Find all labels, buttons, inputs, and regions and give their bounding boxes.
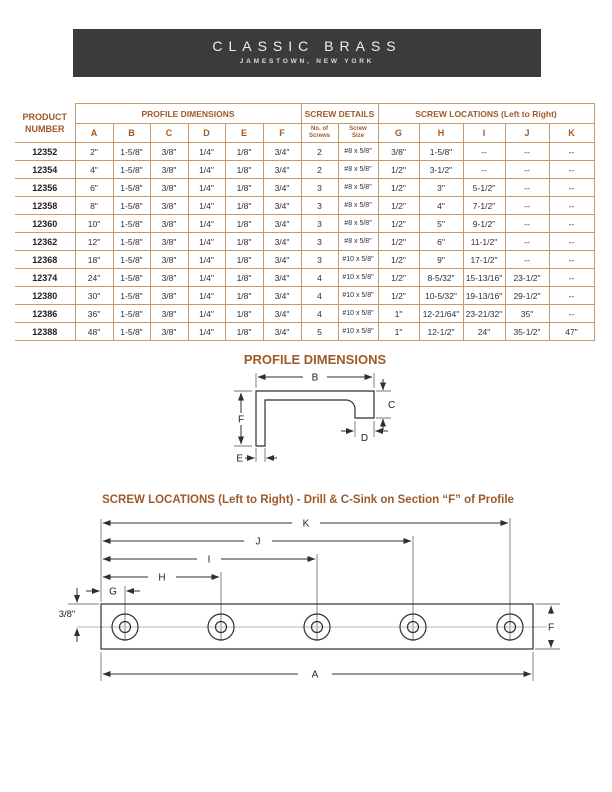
cell-j: -- [505, 197, 549, 215]
cell-d: 1/4" [188, 161, 225, 179]
cell-num-screws: 3 [301, 179, 338, 197]
svg-text:H: H [158, 572, 166, 584]
cell-c: 3/8" [150, 305, 188, 323]
cell-e: 1/8" [225, 323, 263, 341]
svg-text:J: J [255, 536, 261, 548]
svg-text:C: C [388, 400, 396, 411]
cell-screw-size: #10 x 5/8" [338, 287, 378, 305]
group-header-row [15, 104, 594, 124]
cell-h: 4" [419, 197, 463, 215]
table-row [15, 305, 594, 323]
cell-j: -- [505, 215, 549, 233]
cell-g: 1/2" [378, 269, 419, 287]
cell-i: 24" [463, 323, 505, 341]
col-g: G [378, 124, 419, 143]
cell-i: 19-13/16" [463, 287, 505, 305]
dimension-i [103, 555, 315, 566]
cell-a: 8" [75, 197, 113, 215]
extension-lines [68, 518, 560, 681]
product-spec-table [15, 103, 595, 341]
cell-h: 5" [419, 215, 463, 233]
table-row [15, 143, 594, 161]
svg-text:F: F [237, 414, 245, 426]
product-header-line2: NUMBER [25, 123, 65, 134]
cell-j: -- [505, 143, 549, 161]
cell-a: 12" [75, 233, 113, 251]
dimension-offset [59, 588, 77, 642]
cell-f: 3/4" [263, 161, 301, 179]
cell-g: 1" [378, 305, 419, 323]
col-i: I [463, 124, 505, 143]
product-number-cell: 12352 [15, 143, 75, 161]
cell-b: 1-5/8" [113, 215, 150, 233]
cell-f: 3/4" [263, 305, 301, 323]
cell-e: 1/8" [225, 215, 263, 233]
col-screw-size: Screw Size [338, 124, 378, 143]
group-profile-dimensions: PROFILE DIMENSIONS [75, 104, 301, 124]
cell-e: 1/8" [225, 161, 263, 179]
table-row [15, 323, 594, 341]
cell-k: -- [549, 143, 594, 161]
cell-num-screws: 4 [301, 305, 338, 323]
col-f: F [263, 124, 301, 143]
cell-d: 1/4" [188, 215, 225, 233]
cell-h: 10-5/32" [419, 287, 463, 305]
cell-k: -- [549, 179, 594, 197]
cell-j: 29-1/2" [505, 287, 549, 305]
cell-e: 1/8" [225, 197, 263, 215]
cell-g: 1/2" [378, 215, 419, 233]
cell-i: 17-1/2" [463, 251, 505, 269]
cell-b: 1-5/8" [113, 269, 150, 287]
cell-e: 1/8" [225, 305, 263, 323]
product-number-cell: 12368 [15, 251, 75, 269]
dimension-e [236, 448, 277, 465]
table-row [15, 215, 594, 233]
dimension-d [341, 421, 388, 444]
cell-c: 3/8" [150, 143, 188, 161]
cell-i: 9-1/2" [463, 215, 505, 233]
dimension-c [376, 379, 395, 430]
cell-d: 1/4" [188, 251, 225, 269]
cell-c: 3/8" [150, 161, 188, 179]
cell-f: 3/4" [263, 287, 301, 305]
cell-b: 1-5/8" [113, 323, 150, 341]
table-row [15, 197, 594, 215]
product-header-line1: PRODUCT [22, 111, 67, 122]
cell-f: 3/4" [263, 197, 301, 215]
table-row [15, 161, 594, 179]
cell-e: 1/8" [225, 143, 263, 161]
col-a: A [75, 124, 113, 143]
cell-a: 10" [75, 215, 113, 233]
cell-b: 1-5/8" [113, 161, 150, 179]
cell-d: 1/4" [188, 287, 225, 305]
product-number-cell: 12358 [15, 197, 75, 215]
svg-text:B: B [311, 372, 319, 384]
brand-location: JAMESTOWN, NEW YORK [239, 58, 375, 65]
profile-dimensions-title: PROFILE DIMENSIONS [243, 352, 387, 367]
svg-text:I: I [207, 554, 211, 566]
dimension-k [103, 519, 508, 530]
cell-num-screws: 3 [301, 197, 338, 215]
cell-b: 1-5/8" [113, 179, 150, 197]
cell-e: 1/8" [225, 251, 263, 269]
cell-a: 30" [75, 287, 113, 305]
table-row [15, 287, 594, 305]
cell-a: 6" [75, 179, 113, 197]
cell-g: 1/2" [378, 161, 419, 179]
dimension-j [103, 537, 411, 548]
cell-h: 8-5/32" [419, 269, 463, 287]
cell-g: 1/2" [378, 197, 419, 215]
cell-a: 48" [75, 323, 113, 341]
svg-text:K: K [302, 518, 310, 530]
cell-a: 18" [75, 251, 113, 269]
product-number-cell: 12354 [15, 161, 75, 179]
svg-text:F: F [547, 622, 555, 634]
cell-j: 35-1/2" [505, 323, 549, 341]
product-number-cell: 12356 [15, 179, 75, 197]
cell-c: 3/8" [150, 233, 188, 251]
col-j: J [505, 124, 549, 143]
dimension-f-bar [548, 606, 554, 648]
svg-text:G: G [109, 586, 117, 598]
cell-d: 1/4" [188, 197, 225, 215]
cell-b: 1-5/8" [113, 251, 150, 269]
cell-screw-size: #10 x 5/8" [338, 269, 378, 287]
cell-screw-size: #10 x 5/8" [338, 251, 378, 269]
cell-screw-size: #8 x 5/8" [338, 179, 378, 197]
column-header-row [15, 124, 594, 143]
cell-i: 15-13/16" [463, 269, 505, 287]
cell-i: 11-1/2" [463, 233, 505, 251]
group-screw-locations: SCREW LOCATIONS (Left to Right) [378, 104, 594, 124]
cell-h: 1-5/8" [419, 143, 463, 161]
cell-h: 12-21/64" [419, 305, 463, 323]
cell-a: 2" [75, 143, 113, 161]
cell-num-screws: 2 [301, 143, 338, 161]
cell-b: 1-5/8" [113, 305, 150, 323]
col-c: C [150, 124, 188, 143]
dimension-h [103, 573, 219, 584]
cell-j: -- [505, 161, 549, 179]
cell-num-screws: 5 [301, 323, 338, 341]
brand-header [73, 29, 541, 77]
cell-screw-size: #8 x 5/8" [338, 161, 378, 179]
cell-i: -- [463, 161, 505, 179]
cell-num-screws: 3 [301, 233, 338, 251]
cell-f: 3/4" [263, 269, 301, 287]
cell-h: 9" [419, 251, 463, 269]
svg-text:E: E [236, 453, 243, 465]
group-screw-details: SCREW DETAILS [301, 104, 378, 124]
screw-locations-diagram [40, 513, 572, 688]
cell-a: 24" [75, 269, 113, 287]
product-number-cell: 12388 [15, 323, 75, 341]
cell-screw-size: #8 x 5/8" [338, 215, 378, 233]
cell-k: 47" [549, 323, 594, 341]
cell-j: -- [505, 179, 549, 197]
cell-k: -- [549, 197, 594, 215]
cell-e: 1/8" [225, 269, 263, 287]
cell-g: 1/2" [378, 179, 419, 197]
cell-k: -- [549, 215, 594, 233]
cell-k: -- [549, 269, 594, 287]
cell-num-screws: 3 [301, 251, 338, 269]
product-number-cell: 12360 [15, 215, 75, 233]
cell-h: 6" [419, 233, 463, 251]
cell-f: 3/4" [263, 143, 301, 161]
cell-f: 3/4" [263, 251, 301, 269]
cell-h: 12-1/2" [419, 323, 463, 341]
cell-num-screws: 3 [301, 215, 338, 233]
cell-b: 1-5/8" [113, 143, 150, 161]
cell-b: 1-5/8" [113, 233, 150, 251]
cell-g: 1/2" [378, 287, 419, 305]
cell-j: 35" [505, 305, 549, 323]
cell-j: 23-1/2" [505, 269, 549, 287]
table-row [15, 233, 594, 251]
cell-g: 1/2" [378, 251, 419, 269]
table-row [15, 179, 594, 197]
cell-g: 1" [378, 323, 419, 341]
svg-text:D: D [360, 433, 369, 444]
cell-b: 1-5/8" [113, 197, 150, 215]
cell-c: 3/8" [150, 287, 188, 305]
cell-k: -- [549, 161, 594, 179]
cell-d: 1/4" [188, 143, 225, 161]
svg-text:A: A [311, 669, 319, 681]
cell-e: 1/8" [225, 233, 263, 251]
dimension-b [256, 373, 374, 389]
cell-k: -- [549, 287, 594, 305]
cell-i: 7-1/2" [463, 197, 505, 215]
cell-num-screws: 2 [301, 161, 338, 179]
cell-screw-size: #10 x 5/8" [338, 323, 378, 341]
cell-screw-size: #8 x 5/8" [338, 143, 378, 161]
cell-i: 23-21/32" [463, 305, 505, 323]
cell-h: 3-1/2" [419, 161, 463, 179]
molding-profile-outline [256, 391, 374, 446]
cell-k: -- [549, 305, 594, 323]
cell-f: 3/4" [263, 179, 301, 197]
table-row [15, 269, 594, 287]
col-h: H [419, 124, 463, 143]
profile-dimensions-diagram [220, 365, 425, 470]
product-number-cell: 12362 [15, 233, 75, 251]
dimension-a [103, 670, 531, 681]
svg-text:3/8": 3/8" [58, 609, 76, 620]
cell-d: 1/4" [188, 269, 225, 287]
dimension-g [86, 587, 140, 598]
product-number-cell: 12380 [15, 287, 75, 305]
cell-screw-size: #8 x 5/8" [338, 197, 378, 215]
cell-g: 1/2" [378, 233, 419, 251]
cell-c: 3/8" [150, 269, 188, 287]
cell-e: 1/8" [225, 179, 263, 197]
cell-screw-size: #10 x 5/8" [338, 305, 378, 323]
brand-name: CLASSIC BRASS [212, 38, 402, 54]
cell-d: 1/4" [188, 233, 225, 251]
cell-num-screws: 4 [301, 269, 338, 287]
cell-c: 3/8" [150, 197, 188, 215]
product-number-cell: 12374 [15, 269, 75, 287]
cell-d: 1/4" [188, 179, 225, 197]
screw-locations-title: SCREW LOCATIONS (Left to Right) - Drill & C-Sink on Section “F” of Profile [102, 494, 514, 506]
cell-k: -- [549, 251, 594, 269]
cell-num-screws: 4 [301, 287, 338, 305]
cell-c: 3/8" [150, 215, 188, 233]
col-no-of-screws: No. of Screws [301, 124, 338, 143]
cell-k: -- [549, 233, 594, 251]
cell-i: 5-1/2" [463, 179, 505, 197]
cell-d: 1/4" [188, 323, 225, 341]
col-b: B [113, 124, 150, 143]
cell-c: 3/8" [150, 323, 188, 341]
cell-c: 3/8" [150, 251, 188, 269]
cell-f: 3/4" [263, 233, 301, 251]
product-number-cell: 12386 [15, 305, 75, 323]
cell-f: 3/4" [263, 323, 301, 341]
cell-j: -- [505, 233, 549, 251]
cell-j: -- [505, 251, 549, 269]
cell-screw-size: #8 x 5/8" [338, 233, 378, 251]
table-row [15, 251, 594, 269]
cell-a: 4" [75, 161, 113, 179]
cell-h: 3" [419, 179, 463, 197]
cell-d: 1/4" [188, 305, 225, 323]
cell-b: 1-5/8" [113, 287, 150, 305]
cell-c: 3/8" [150, 179, 188, 197]
cell-e: 1/8" [225, 287, 263, 305]
col-d: D [188, 124, 225, 143]
dimension-f-profile [234, 391, 252, 446]
cell-g: 3/8" [378, 143, 419, 161]
col-k: K [549, 124, 594, 143]
cell-i: -- [463, 143, 505, 161]
col-e: E [225, 124, 263, 143]
cell-a: 36" [75, 305, 113, 323]
product-number-header [15, 104, 75, 143]
cell-f: 3/4" [263, 215, 301, 233]
